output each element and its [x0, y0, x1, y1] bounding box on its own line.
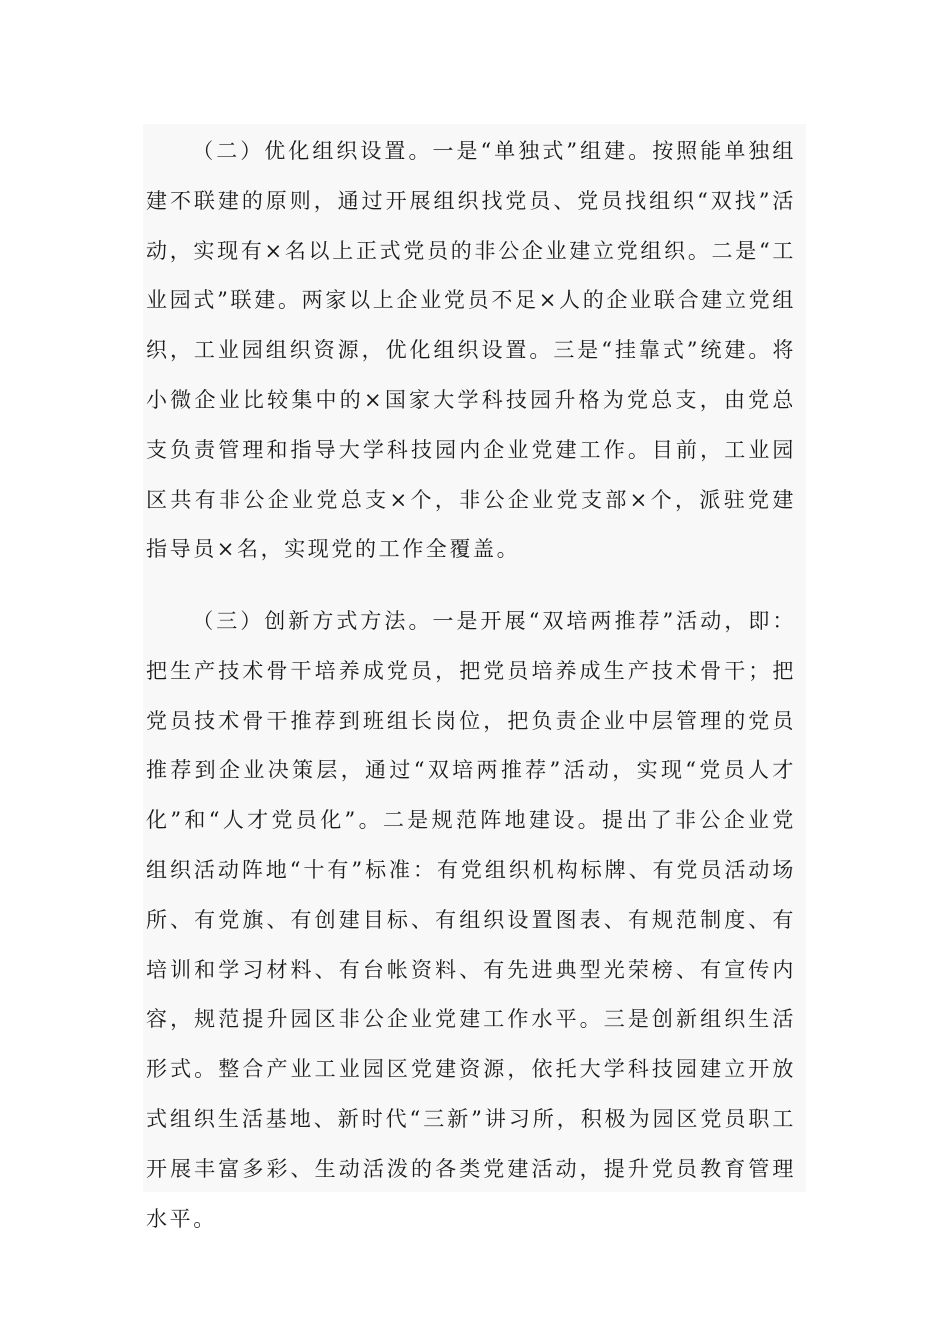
paragraph-innovate-methods: （三）创新方式方法。一是开展“双培两推荐”活动，即：把生产技术骨干培养成党员，把党员培养成生产技术骨干；把党员技术骨干推荐到班组长岗位，把负责企业中层管理的党员推荐到企业决策层，通过“双培两推荐”活动，实现“党员人才化”和“人才党员化”。二是规范阵地建设。提出了非公企业党组织活动阵地“十有”标准：有党组织机构标牌、有党员活动场所、有党旗、有创建目标、有组织设置图表、有规范制度、有培训和学习材料、有台帐资料、有先进典型光荣榜、有宣传内容，规范提升园区非公企业党建工作水平。三是创新组织生活形式。整合产业工业园区党建资源，依托大学科技园建立开放式组织生活基地、新时代“三新”讲习所，积极为园区党员职工开展丰富多彩、生动活泼的各类党建活动，提升党员教育管理水平。 — [146, 609, 796, 1231]
paragraph-optimize-organization: （二）优化组织设置。一是“单独式”组建。按照能单独组建不联建的原则，通过开展组织找党员、党员找组织“双找”活动，实现有×名以上正式党员的非公企业建立党组织。二是“工业园式”联建。两家以上企业党员不足×人的企业联合建立党组织，工业园组织资源，优化组织设置。三是“挂靠式”统建。将小微企业比较集中的×国家大学科技园升格为党总支，由党总支负责管理和指导大学科技园内企业党建工作。目前，工业园区共有非公企业党总支×个，非公企业党支部×个，派驻党建指导员×名，实现党的工作全覆盖。 — [146, 139, 796, 562]
